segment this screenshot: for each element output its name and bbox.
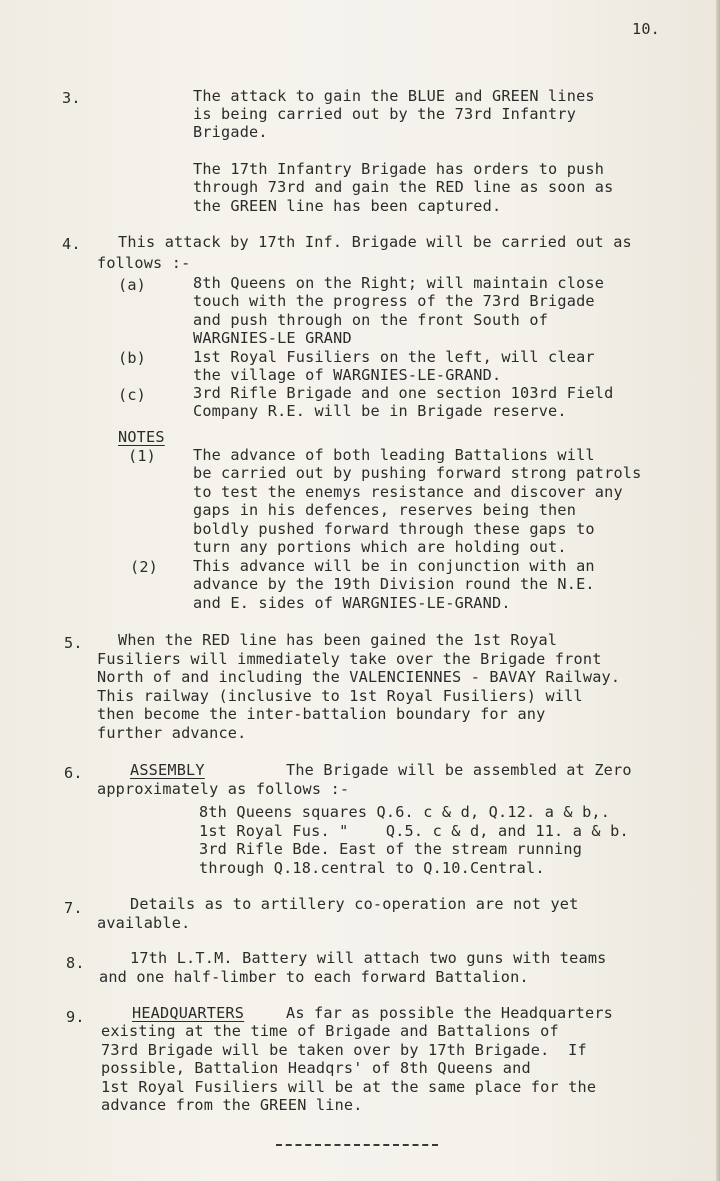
section-5-line: Fusiliers will immediately take over the Brigade front (97, 650, 602, 668)
assembly-heading: ASSEMBLY (130, 761, 205, 779)
note-line: advance by the 19th Division round the N.E. (193, 575, 595, 593)
section-7-line: Details as to artillery co-operation are not yet (130, 895, 579, 913)
note-line: turn any portions which are holding out. (193, 538, 567, 556)
note-line: boldly pushed forward through these gaps to (193, 520, 595, 538)
note-line: The advance of both leading Battalions will (193, 446, 595, 464)
section-3-number: 3. (62, 89, 81, 107)
section-9-number: 9. (66, 1008, 85, 1026)
item-label: (a) (118, 276, 147, 294)
note-label: (2) (130, 558, 159, 576)
section-5-line: This railway (inclusive to 1st Royal Fusiliers) will (97, 687, 583, 705)
section-3-line: The 17th Infantry Brigade has orders to push (193, 160, 605, 178)
assembly-detail: 8th Queens squares Q.6. c & d, Q.12. a & b,. (199, 803, 611, 821)
headquarters-heading: HEADQUARTERS (132, 1004, 245, 1022)
section-8-line: and one half-limber to each forward Battalion. (99, 968, 529, 986)
page-number: 10. (632, 20, 661, 38)
section-4-number: 4. (62, 235, 81, 253)
section-5-line: further advance. (97, 724, 247, 742)
section-3-line: The attack to gain the BLUE and GREEN lines (193, 87, 595, 105)
item-label: (b) (118, 349, 147, 367)
note-line: This advance will be in conjunction with an (193, 557, 595, 575)
section-6-number: 6. (64, 764, 83, 782)
item-label: (c) (118, 386, 147, 404)
item-line: 8th Queens on the Right; will maintain close (193, 274, 605, 292)
note-line: and E. sides of WARGNIES-LE-GRAND. (193, 594, 511, 612)
section-9-line: possible, Battalion Headqrs' of 8th Queens and (101, 1059, 531, 1077)
section-7-line: available. (97, 914, 191, 932)
item-line: 1st Royal Fusiliers on the left, will clear (193, 348, 595, 366)
item-line: WARGNIES-LE GRAND (193, 329, 352, 347)
section-6-line: approximately as follows :- (97, 780, 350, 798)
item-line: touch with the progress of the 73rd Brigade (193, 292, 595, 310)
section-9-line: 1st Royal Fusiliers will be at the same place for the (101, 1078, 597, 1096)
section-9-line: As far as possible the Headquarters (286, 1004, 614, 1022)
item-line: 3rd Rifle Brigade and one section 103rd Field (193, 384, 614, 402)
section-6-line: The Brigade will be assembled at Zero (286, 761, 632, 779)
section-9-line: advance from the GREEN line. (101, 1096, 363, 1114)
section-9-line: existing at the time of Brigade and Battalions of (101, 1022, 559, 1040)
section-8-line: 17th L.T.M. Battery will attach two guns with teams (130, 949, 607, 967)
item-line: Company R.E. will be in Brigade reserve. (193, 402, 567, 420)
section-3-line: is being carried out by the 73rd Infantry (193, 105, 577, 123)
item-line: and push through on the front South of (193, 311, 549, 329)
section-5-line: then become the inter-battalion boundary for any (97, 705, 546, 723)
section-5-number: 5. (64, 634, 83, 652)
section-5-line: North of and including the VALENCIENNES - BAVAY Railway. (97, 668, 621, 686)
section-8-number: 8. (66, 954, 85, 972)
section-9-line: 73rd Brigade will be taken over by 17th Brigade. If (101, 1041, 587, 1059)
note-line: to test the enemys resistance and discover any (193, 483, 623, 501)
section-4-intro: follows :- (97, 254, 191, 272)
note-line: be carried out by pushing forward strong patrols (193, 464, 642, 482)
section-3-line: Brigade. (193, 123, 268, 141)
end-divider (276, 1144, 438, 1146)
assembly-detail: 3rd Rifle Bde. East of the stream running (199, 840, 583, 858)
page-edge (716, 0, 720, 1181)
notes-heading: NOTES (118, 428, 165, 446)
section-7-number: 7. (64, 899, 83, 917)
section-3-line: the GREEN line has been captured. (193, 197, 502, 215)
note-label: (1) (128, 447, 157, 465)
item-line: the village of WARGNIES-LE-GRAND. (193, 366, 502, 384)
section-4-intro: This attack by 17th Inf. Brigade will be carried out as (118, 233, 632, 251)
assembly-detail: 1st Royal Fus. " Q.5. c & d, and 11. a & b. (199, 822, 629, 840)
section-5-line: When the RED line has been gained the 1st Royal (118, 631, 558, 649)
assembly-detail: through Q.18.central to Q.10.Central. (199, 859, 545, 877)
section-3-line: through 73rd and gain the RED line as soon as (193, 178, 614, 196)
note-line: gaps in his defences, reserves being then (193, 501, 577, 519)
